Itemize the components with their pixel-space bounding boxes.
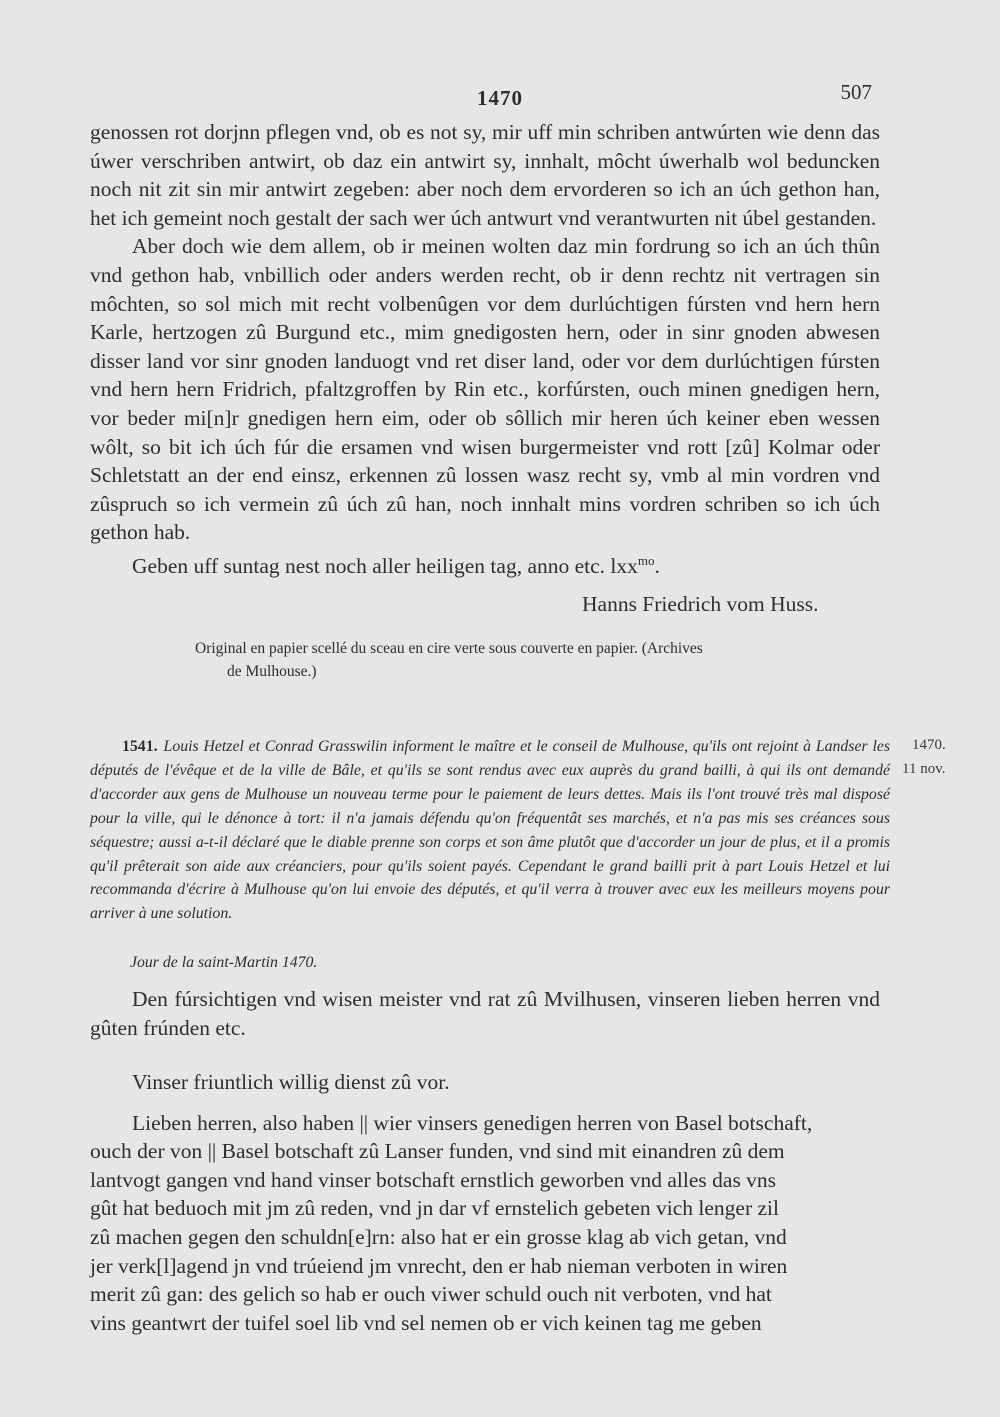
letter-address: Den fúrsichtigen vnd wisen meister vnd rat zû Mvilhusen, vinseren lieben herren vnd gûten frúnden etc. <box>90 987 880 1040</box>
letter-paragraph: genossen rot dorjnn pflegen vnd, ob es not sy, mir uff min schriben antwúrten wie denn das úwer verschriben antwirt, ob daz ein antwirt sy, innhalt, môcht úwerhalb wol beduncken noch nit zit sin mir antwirt zegeben: aber noch dem ervorderen so ich an úch gethon han, het ich gemeint noch gestalt der sach wer úch antwurt vnd verantwurten nit úbel gestanden. <box>90 120 880 230</box>
page-number: 507 <box>840 80 872 104</box>
letter-signature: Hanns Friedrich vom Huss. <box>582 592 819 616</box>
letter-date-line <box>90 547 880 581</box>
letter-line: merit zû gan: des gelich so hab er ouch viwer schuld ouch nit verboten, vnd hat <box>90 1282 772 1307</box>
letter-line: vins geantwrt der tuifel soel lib vnd sel nemen ob er vich keinen tag me geben <box>90 1310 762 1335</box>
letter-text <box>90 118 880 581</box>
date-line-text: Geben uff suntag nest noch aller heiligen tag, anno etc. lxx <box>132 554 638 579</box>
date-line-superscript: mo <box>637 552 655 568</box>
letter-line: ouch der von || Basel botschaft zû Lanser funden, vnd sind mit einandren zû dem <box>90 1139 785 1164</box>
letter-greeting: Vinser friuntlich willig dienst zû vor. <box>132 1070 450 1094</box>
source-note <box>195 637 885 683</box>
regest-number: 1541. <box>122 738 158 755</box>
regest-summary <box>90 735 890 926</box>
letter-body <box>90 1068 880 1337</box>
source-note-line: de Mulhouse.) <box>227 663 317 680</box>
letter-line: lantvogt gangen vnd hand vinser botschaft ernstlich geworben vnd alles das vns <box>90 1167 777 1192</box>
margin-day: 11 nov. <box>902 761 946 777</box>
source-note-line: Original en papier scellé du sceau en cire verte sous couverte en papier. (Archives <box>195 640 703 657</box>
running-header-year: 1470 <box>477 86 523 110</box>
regest-text: Louis Hetzel et Conrad Grasswilin informent le maître et le conseil de Mulhouse, qu'ils ont rejoint à Landser les députés de l'évêque et de la ville de Bâle, et qu'ils se sont rendus avec eux auprès du grand bailli, à qui ils ont demandé d'accorder aux gens de Mulhouse un nouveau terme pour le paiement de leurs dettes. Mais ils l'ont trouvé très mal disposé pour la ville, qui le dénonce à tort: il n'a jamais défendu qu'on fréquentât ses marchés, et n'a pas mis ses créances sous séquestre; aussi a-t-il déclaré que le diable prenne son corps et son âme plutôt que d'accorder un jour de plus, et il a promis qu'il prêterait son aide aux créanciers, pour qu'ils soient payés. Cependant le grand bailli prit à part Louis Hetzel et lui recommanda d'écrire à Mulhouse qu'on lui envoie des députés, et qu'il verra à trouver avec eux les meilleurs moyens pour arriver à une solution. <box>90 738 890 923</box>
letter-line: Lieben herren, also haben || wier vinsers genedigen herren von Basel botschaft, <box>132 1110 813 1135</box>
letter-paragraph: Aber doch wie dem allem, ob ir meinen wolten daz min fordrung so ich an úch thûn vnd gethon hab, vnbillich oder anders werden recht, ob ir denn rechtz nit vertragen sin môchten, so sol mich mit recht volbenûgen vor dem durlúchtigen fúrsten vnd hern hern Karle, hertzogen zû Burgund etc., mim gnedigosten hern, oder in sinr gnoden abwesen disser land vor sinr gnoden landuogt vnd ret diser land, oder vor dem durlúchtigen fúrsten vnd hern hern Fridrich, pfaltzgroffen by Rin etc., korfúrsten, ouch minen gnedigen hern, vor beder mi[n]r gnedigen hern eim, oder ob sôllich mir heren úch keiner eben wessen wôlt, so bit ich úch fúr die ersamen vnd wisen burgermeister vnd rott [zû] Kolmar oder Schletstatt an der end einsz, erkennen zû lossen wasz recht sy, vmb al min vordren vnd zûspruch so ich vermein zû úch zû han, noch innhalt mins vordren schriben so ich úch gethon hab. <box>90 234 880 545</box>
letter-address-block <box>90 985 880 1042</box>
letter-line: gût hat beduoch mit jm zû reden, vnd jn dar vf ernstelich gebeten vich lenger zil <box>90 1196 779 1221</box>
letter-line: zû machen gegen den schuldn[e]rn: also hat er ein grosse klag ab vich getan, vnd <box>90 1224 787 1249</box>
margin-year: 1470. <box>912 737 946 753</box>
letter-line: jer verk[l]agend jn vnd trúeiend jm vnrecht, den er hab nieman verboten in wiren <box>90 1253 788 1278</box>
regest-date: Jour de la saint-Martin 1470. <box>130 954 318 971</box>
date-line-end: . <box>654 554 660 579</box>
